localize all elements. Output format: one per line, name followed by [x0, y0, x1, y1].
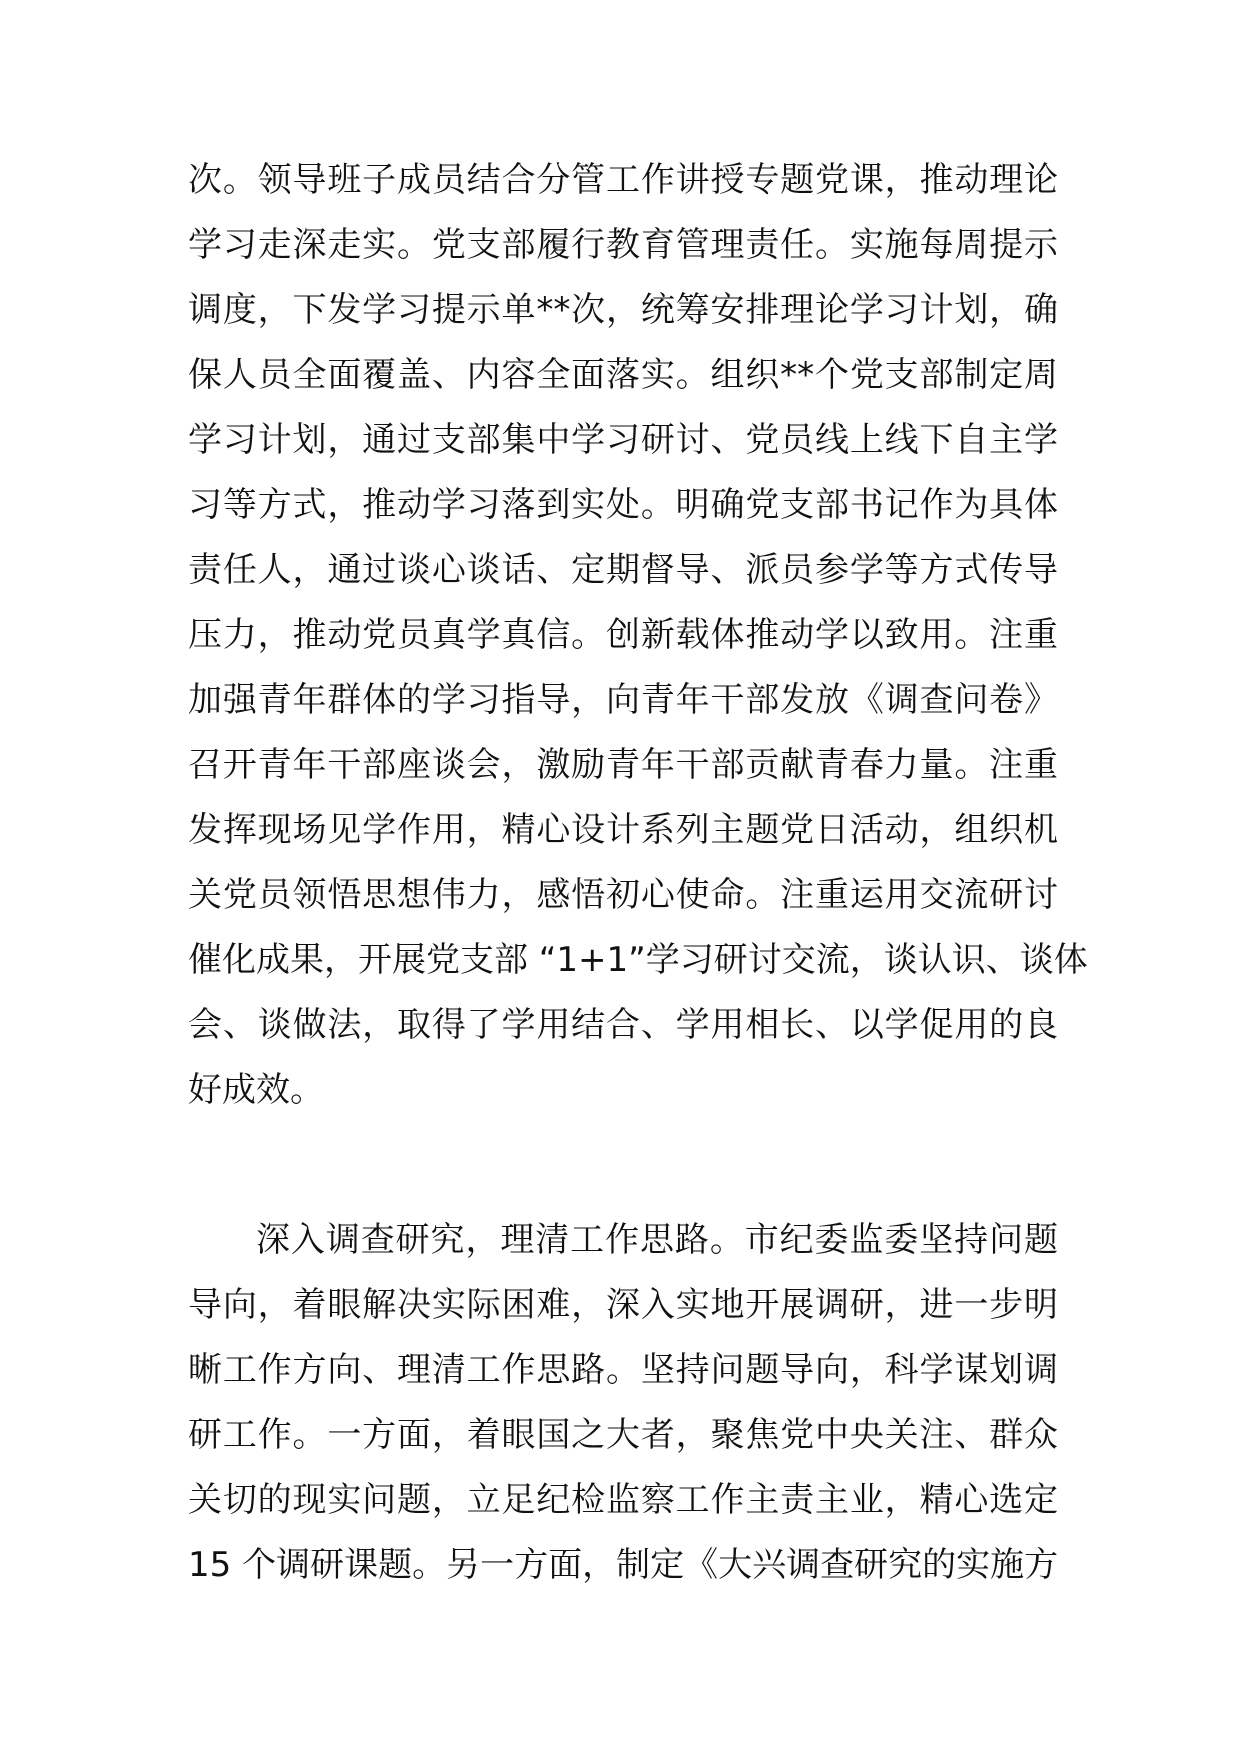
paragraph-line: 责任人，通过谈心谈话、定期督导、派员参学等方式传导: [188, 550, 1058, 590]
paragraph-line: 好成效。: [188, 1070, 324, 1110]
paragraph-line: 发挥现场见学作用，精心设计系列主题党日活动，组织机: [188, 810, 1058, 850]
paragraph-investigation-research: [188, 1208, 1058, 1598]
paragraph-line: 会、谈做法，取得了学用结合、学用相长、以学促用的良: [188, 1005, 1058, 1045]
paragraph-line: 加强青年群体的学习指导，向青年干部发放《调查问卷》: [188, 680, 1058, 720]
paragraph-line: 催化成果，开展党支部 “1+1”学习研讨交流，谈认识、谈体: [188, 940, 1088, 980]
paragraph-line: 研工作。一方面，着眼国之大者，聚焦党中央关注、群众: [188, 1415, 1058, 1455]
paragraph-line: 保人员全面覆盖、内容全面落实。组织**个党支部制定周: [188, 355, 1058, 395]
paragraph-line: 召开青年干部座谈会，激励青年干部贡献青春力量。注重: [188, 745, 1058, 785]
paragraph-study-education: [188, 148, 1088, 1123]
paragraph-line: 深入调查研究，理清工作思路。市纪委监委坚持问题: [256, 1220, 1058, 1260]
paragraph-line: 关切的现实问题，立足纪检监察工作主责主业，精心选定: [188, 1480, 1058, 1520]
paragraph-line: 学习走深走实。党支部履行教育管理责任。实施每周提示: [188, 225, 1058, 265]
paragraph-line: 次。领导班子成员结合分管工作讲授专题党课，推动理论: [188, 160, 1058, 200]
paragraph-line: 调度，下发学习提示单**次，统筹安排理论学习计划，确: [188, 290, 1058, 330]
paragraph-line: 关党员领悟思想伟力，感悟初心使命。注重运用交流研讨: [188, 875, 1058, 915]
paragraph-line: 15 个调研课题。另一方面，制定《大兴调查研究的实施方: [188, 1545, 1059, 1585]
paragraph-line: 导向，着眼解决实际困难，深入实地开展调研，进一步明: [188, 1285, 1058, 1325]
paragraph-line: 压力，推动党员真学真信。创新载体推动学以致用。注重: [188, 615, 1058, 655]
paragraph-line: 晰工作方向、理清工作思路。坚持问题导向，科学谋划调: [188, 1350, 1058, 1390]
paragraph-line: 学习计划，通过支部集中学习研讨、党员线上线下自主学: [188, 420, 1058, 460]
paragraph-line: 习等方式，推动学习落到实处。明确党支部书记作为具体: [188, 485, 1058, 525]
